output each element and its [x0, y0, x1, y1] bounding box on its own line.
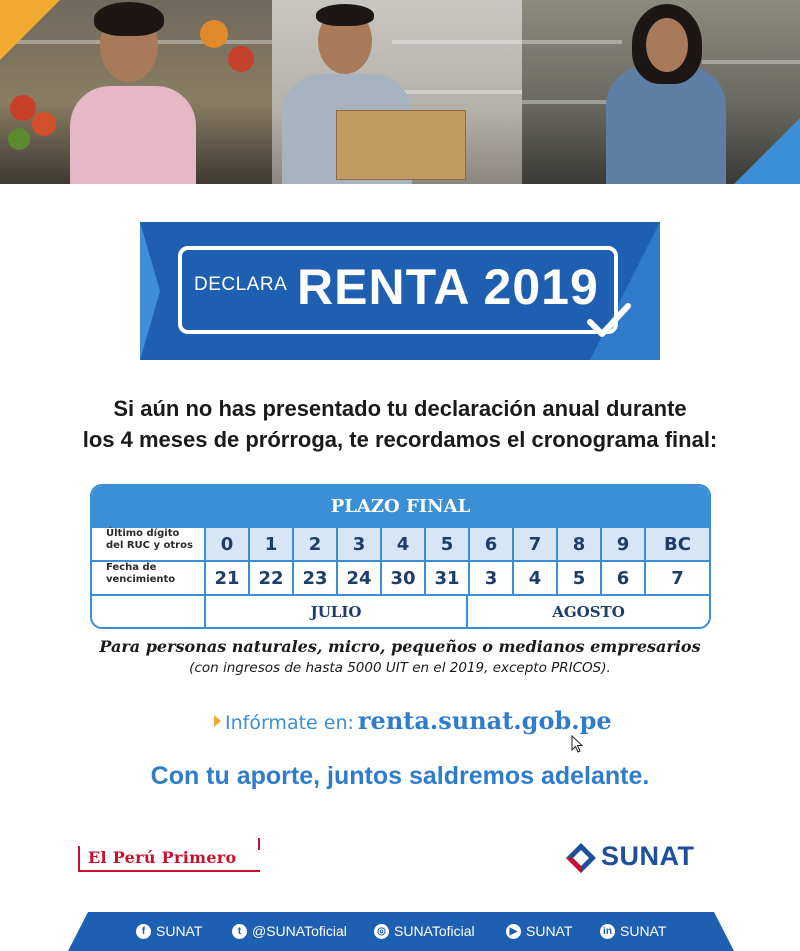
digit-cell: 9 — [602, 528, 646, 562]
orange-corner-accent — [0, 0, 60, 60]
table-row-digits — [92, 528, 709, 562]
social-linkedin[interactable]: in SUNAT — [600, 923, 666, 939]
month-julio: JULIO — [206, 596, 468, 628]
sunat-wordmark: SUNAT — [601, 841, 695, 871]
sunat-logo — [565, 838, 725, 878]
audience-note: Para personas naturales, micro, pequeños o medianos empresarios — [99, 637, 701, 656]
social-twitter[interactable]: t @SUNAToficial — [232, 923, 347, 939]
condition-note: (con ingresos de hasta 5000 UIT en el 2019, excepto PRICOS). — [189, 660, 611, 676]
facebook-icon: f — [136, 924, 151, 939]
digit-row-label: Último dígito del RUC y otros — [92, 528, 206, 562]
sunat-diamond-icon — [565, 842, 597, 874]
schedule-table — [90, 484, 711, 629]
arrow-right-icon — [214, 715, 221, 727]
checkmark-icon — [584, 296, 632, 344]
date-cell: 22 — [250, 562, 294, 596]
social-facebook[interactable]: f SUNAT — [136, 923, 202, 939]
date-cell: 30 — [382, 562, 426, 596]
headline-line-1: Si aún no has presentado tu declaración anual durante — [113, 396, 687, 421]
mouse-cursor-icon — [571, 735, 585, 753]
schedule-title: PLAZO FINAL — [92, 486, 709, 528]
date-cell: 31 — [426, 562, 470, 596]
social-youtube[interactable]: ▶ SUNAT — [506, 923, 572, 939]
headline — [0, 393, 800, 455]
digit-cell: 1 — [250, 528, 294, 562]
date-cell: 7 — [646, 562, 709, 596]
table-row-dates — [92, 562, 709, 596]
info-url-link[interactable]: renta.sunat.gob.pe — [357, 706, 612, 735]
date-cell: 4 — [514, 562, 558, 596]
declara-renta-banner — [140, 222, 660, 360]
date-row-label: Fecha de vencimiento — [92, 562, 206, 596]
linkedin-icon: in — [600, 924, 615, 939]
digit-cell: BC — [646, 528, 709, 562]
youtube-icon: ▶ — [506, 924, 521, 939]
digit-cell: 2 — [294, 528, 338, 562]
social-instagram[interactable]: ◎ SUNAToficial — [374, 923, 475, 939]
date-cell: 6 — [602, 562, 646, 596]
peru-primero-text: El Perú Primero — [88, 848, 237, 867]
date-cell: 5 — [558, 562, 602, 596]
digit-cell: 4 — [382, 528, 426, 562]
month-agosto: AGOSTO — [552, 603, 625, 621]
info-label: Infórmate en: — [225, 712, 354, 734]
headline-line-2: los 4 meses de prórroga, te recordamos el cronograma final: — [82, 427, 718, 452]
digit-cell: 7 — [514, 528, 558, 562]
banner-title: RENTA 2019 — [297, 259, 599, 315]
digit-cell: 3 — [338, 528, 382, 562]
blue-corner-accent — [734, 118, 800, 184]
el-peru-primero-logo — [78, 846, 260, 872]
info-line — [214, 706, 612, 735]
header-photo-strip — [0, 0, 800, 184]
date-cell: 23 — [294, 562, 338, 596]
month-row-label — [92, 596, 206, 628]
digit-cell: 8 — [558, 528, 602, 562]
digit-cell: 5 — [426, 528, 470, 562]
digit-cell: 6 — [470, 528, 514, 562]
table-row-months — [92, 596, 709, 628]
slogan: Con tu aporte, juntos saldremos adelante. — [150, 762, 650, 790]
digit-cell: 0 — [206, 528, 250, 562]
banner-pre-title: DECLARA — [194, 274, 288, 295]
date-cell: 21 — [206, 562, 250, 596]
social-media-bar — [88, 912, 714, 951]
shop-worker-photo — [272, 0, 522, 184]
date-cell: 24 — [338, 562, 382, 596]
instagram-icon: ◎ — [374, 924, 389, 939]
twitter-icon: t — [232, 924, 247, 939]
date-cell: 3 — [470, 562, 514, 596]
